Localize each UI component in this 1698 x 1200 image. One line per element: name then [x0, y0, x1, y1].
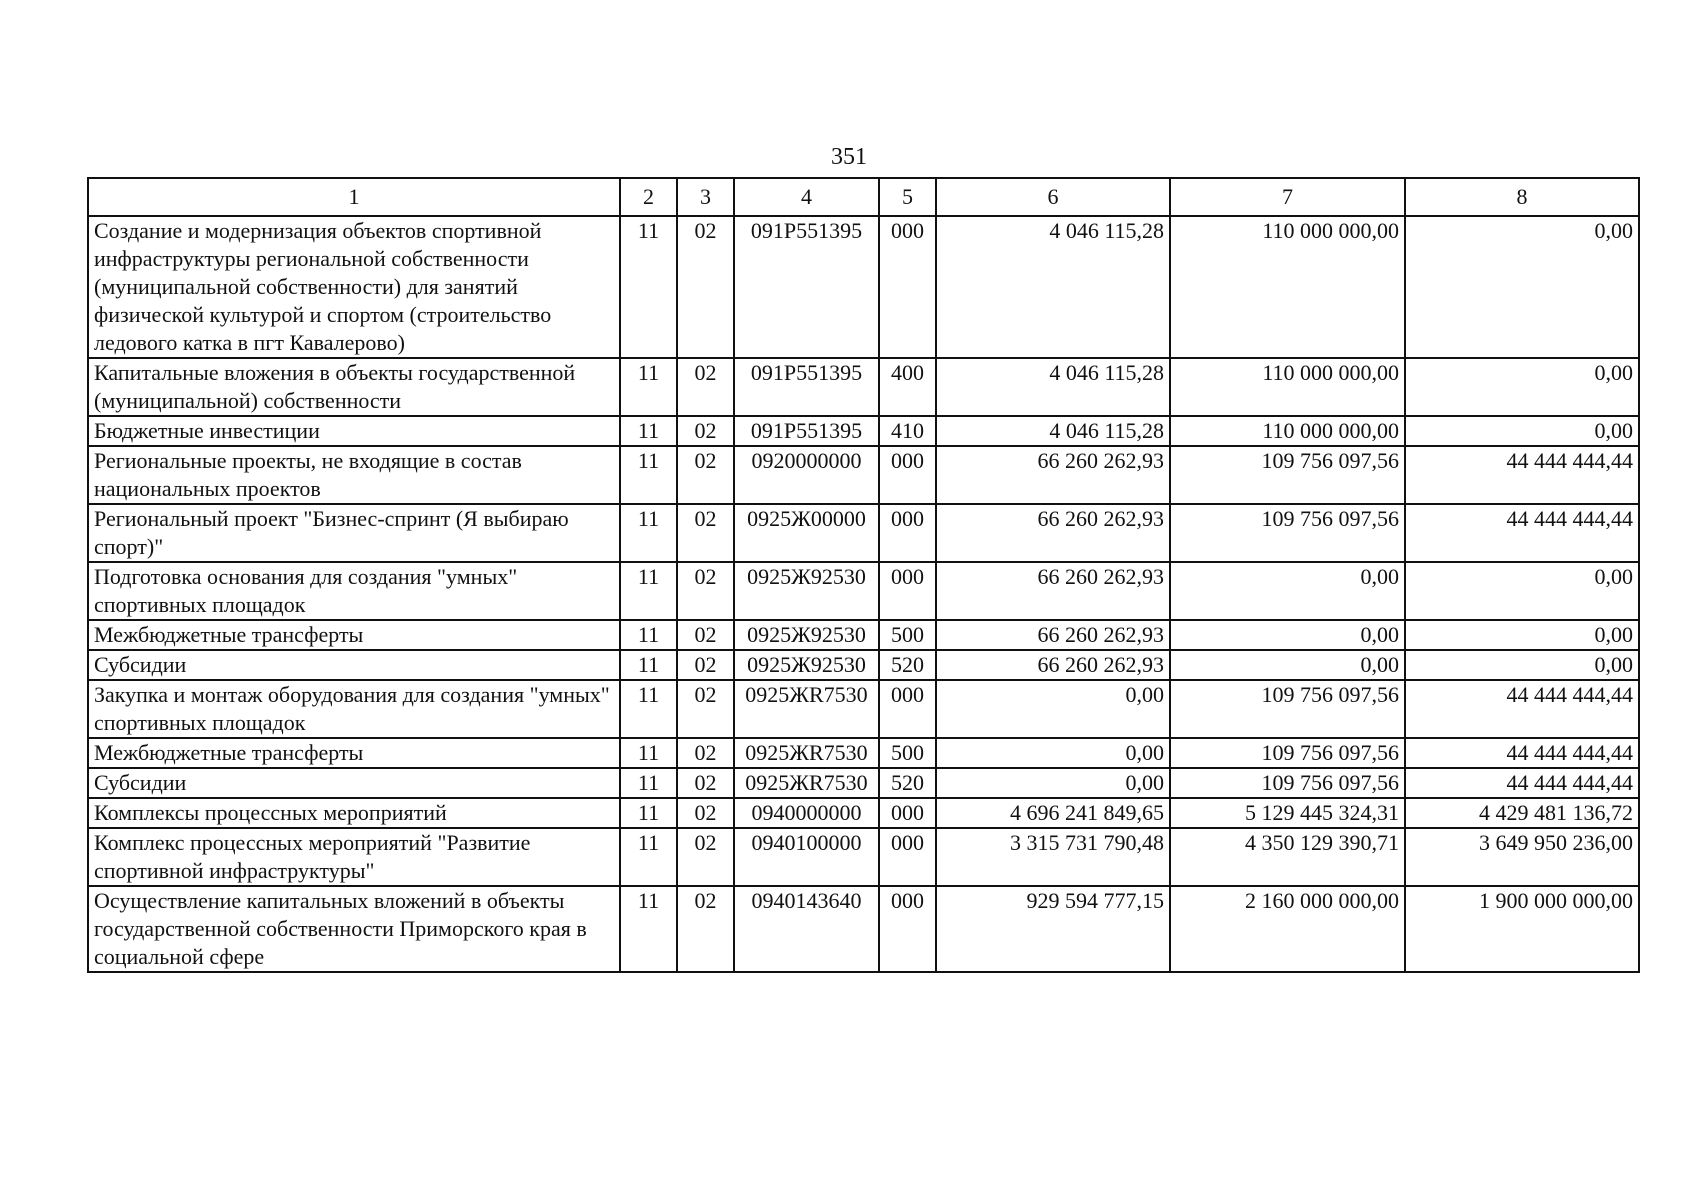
section-code: 11: [620, 680, 677, 738]
subsection-code: 02: [677, 798, 734, 828]
table-row: [88, 768, 1639, 798]
subsection-code: 02: [677, 620, 734, 650]
table-row: [88, 416, 1639, 446]
subsection-code: 02: [677, 358, 734, 416]
table-row: [88, 620, 1639, 650]
amount-col-7: 109 756 097,56: [1170, 446, 1405, 504]
amount-col-6: 0,00: [936, 680, 1170, 738]
page-number: 351: [831, 144, 867, 170]
row-description: Субсидии: [88, 650, 620, 680]
expense-type-code: 000: [879, 886, 936, 972]
amount-col-6: 4 046 115,28: [936, 416, 1170, 446]
row-description: Региональные проекты, не входящие в состав национальных проектов: [88, 446, 620, 504]
amount-col-7: 0,00: [1170, 650, 1405, 680]
amount-col-8: 44 444 444,44: [1405, 680, 1639, 738]
amount-col-7: 2 160 000 000,00: [1170, 886, 1405, 972]
amount-col-8: 1 900 000 000,00: [1405, 886, 1639, 972]
amount-col-7: 109 756 097,56: [1170, 680, 1405, 738]
table-row: [88, 216, 1639, 358]
amount-col-6: 3 315 731 790,48: [936, 828, 1170, 886]
subsection-code: 02: [677, 216, 734, 358]
amount-col-8: 3 649 950 236,00: [1405, 828, 1639, 886]
amount-col-7: 110 000 000,00: [1170, 416, 1405, 446]
column-header-1: 1: [88, 178, 620, 216]
amount-col-8: 0,00: [1405, 562, 1639, 620]
column-header-4: 4: [734, 178, 879, 216]
amount-col-8: 44 444 444,44: [1405, 738, 1639, 768]
target-article-code: 0925Ж92530: [734, 620, 879, 650]
target-article-code: 091P551395: [734, 416, 879, 446]
target-article-code: 0925Ж92530: [734, 650, 879, 680]
subsection-code: 02: [677, 738, 734, 768]
amount-col-6: 0,00: [936, 738, 1170, 768]
section-code: 11: [620, 416, 677, 446]
row-description: Осуществление капитальных вложений в объекты государственной собственности Приморского края в социальной сфере: [88, 886, 620, 972]
amount-col-8: 44 444 444,44: [1405, 446, 1639, 504]
row-description: Создание и модернизация объектов спортивной инфраструктуры региональной собственности (муниципальной собственности) для занятий физической культурой и спортом (строительство ледового катка в пгт Кавалерово): [88, 216, 620, 358]
target-article-code: 0940143640: [734, 886, 879, 972]
expense-type-code: 520: [879, 650, 936, 680]
column-header-7: 7: [1170, 178, 1405, 216]
subsection-code: 02: [677, 828, 734, 886]
section-code: 11: [620, 562, 677, 620]
target-article-code: 0925Ж00000: [734, 504, 879, 562]
section-code: 11: [620, 768, 677, 798]
table-row: [88, 650, 1639, 680]
subsection-code: 02: [677, 446, 734, 504]
amount-col-6: 66 260 262,93: [936, 504, 1170, 562]
expense-type-code: 000: [879, 828, 936, 886]
amount-col-6: 4 046 115,28: [936, 358, 1170, 416]
amount-col-8: 44 444 444,44: [1405, 768, 1639, 798]
amount-col-8: 0,00: [1405, 416, 1639, 446]
amount-col-7: 109 756 097,56: [1170, 768, 1405, 798]
amount-col-8: 0,00: [1405, 358, 1639, 416]
amount-col-6: 66 260 262,93: [936, 446, 1170, 504]
amount-col-6: 4 696 241 849,65: [936, 798, 1170, 828]
row-description: Региональный проект "Бизнес-спринт (Я выбираю спорт)": [88, 504, 620, 562]
column-header-3: 3: [677, 178, 734, 216]
amount-col-6: 66 260 262,93: [936, 650, 1170, 680]
row-description: Подготовка основания для создания "умных" спортивных площадок: [88, 562, 620, 620]
column-header-8: 8: [1405, 178, 1639, 216]
table-row: [88, 828, 1639, 886]
row-description: Закупка и монтаж оборудования для создания "умных" спортивных площадок: [88, 680, 620, 738]
table-row: [88, 680, 1639, 738]
section-code: 11: [620, 886, 677, 972]
target-article-code: 0925Ж92530: [734, 562, 879, 620]
target-article-code: 091P551395: [734, 216, 879, 358]
subsection-code: 02: [677, 680, 734, 738]
expense-type-code: 500: [879, 620, 936, 650]
expense-type-code: 000: [879, 216, 936, 358]
table-row: [88, 886, 1639, 972]
table-row: [88, 798, 1639, 828]
amount-col-6: 4 046 115,28: [936, 216, 1170, 358]
subsection-code: 02: [677, 650, 734, 680]
subsection-code: 02: [677, 416, 734, 446]
section-code: 11: [620, 828, 677, 886]
row-description: Межбюджетные трансферты: [88, 738, 620, 768]
target-article-code: 0925ЖR7530: [734, 680, 879, 738]
expense-type-code: 400: [879, 358, 936, 416]
amount-col-6: 66 260 262,93: [936, 562, 1170, 620]
section-code: 11: [620, 798, 677, 828]
amount-col-7: 0,00: [1170, 562, 1405, 620]
expense-type-code: 410: [879, 416, 936, 446]
row-description: Комплексы процессных мероприятий: [88, 798, 620, 828]
amount-col-8: 0,00: [1405, 620, 1639, 650]
target-article-code: 0925ЖR7530: [734, 738, 879, 768]
expense-type-code: 000: [879, 680, 936, 738]
amount-col-7: 5 129 445 324,31: [1170, 798, 1405, 828]
row-description: Субсидии: [88, 768, 620, 798]
amount-col-7: 110 000 000,00: [1170, 358, 1405, 416]
expense-type-code: 500: [879, 738, 936, 768]
section-code: 11: [620, 446, 677, 504]
section-code: 11: [620, 738, 677, 768]
column-header-2: 2: [620, 178, 677, 216]
budget-table: [87, 177, 1640, 973]
amount-col-8: 44 444 444,44: [1405, 504, 1639, 562]
table-row: [88, 504, 1639, 562]
section-code: 11: [620, 216, 677, 358]
amount-col-7: 109 756 097,56: [1170, 504, 1405, 562]
expense-type-code: 000: [879, 798, 936, 828]
table-row: [88, 358, 1639, 416]
section-code: 11: [620, 620, 677, 650]
subsection-code: 02: [677, 886, 734, 972]
subsection-code: 02: [677, 562, 734, 620]
subsection-code: 02: [677, 504, 734, 562]
amount-col-8: 0,00: [1405, 216, 1639, 358]
amount-col-7: 4 350 129 390,71: [1170, 828, 1405, 886]
amount-col-7: 110 000 000,00: [1170, 216, 1405, 358]
header-row: [88, 178, 1639, 216]
amount-col-8: 0,00: [1405, 650, 1639, 680]
amount-col-6: 0,00: [936, 768, 1170, 798]
expense-type-code: 000: [879, 446, 936, 504]
expense-type-code: 000: [879, 504, 936, 562]
amount-col-7: 0,00: [1170, 620, 1405, 650]
row-description: Бюджетные инвестиции: [88, 416, 620, 446]
section-code: 11: [620, 504, 677, 562]
amount-col-7: 109 756 097,56: [1170, 738, 1405, 768]
amount-col-8: 4 429 481 136,72: [1405, 798, 1639, 828]
table-row: [88, 562, 1639, 620]
expense-type-code: 520: [879, 768, 936, 798]
amount-col-6: 929 594 777,15: [936, 886, 1170, 972]
amount-col-6: 66 260 262,93: [936, 620, 1170, 650]
row-description: Межбюджетные трансферты: [88, 620, 620, 650]
column-header-6: 6: [936, 178, 1170, 216]
section-code: 11: [620, 650, 677, 680]
column-header-5: 5: [879, 178, 936, 216]
target-article-code: 0925ЖR7530: [734, 768, 879, 798]
section-code: 11: [620, 358, 677, 416]
table-row: [88, 446, 1639, 504]
subsection-code: 02: [677, 768, 734, 798]
table-row: [88, 738, 1639, 768]
row-description: Капитальные вложения в объекты государственной (муниципальной) собственности: [88, 358, 620, 416]
target-article-code: 0940000000: [734, 798, 879, 828]
target-article-code: 0940100000: [734, 828, 879, 886]
expense-type-code: 000: [879, 562, 936, 620]
target-article-code: 0920000000: [734, 446, 879, 504]
target-article-code: 091P551395: [734, 358, 879, 416]
row-description: Комплекс процессных мероприятий "Развитие спортивной инфраструктуры": [88, 828, 620, 886]
